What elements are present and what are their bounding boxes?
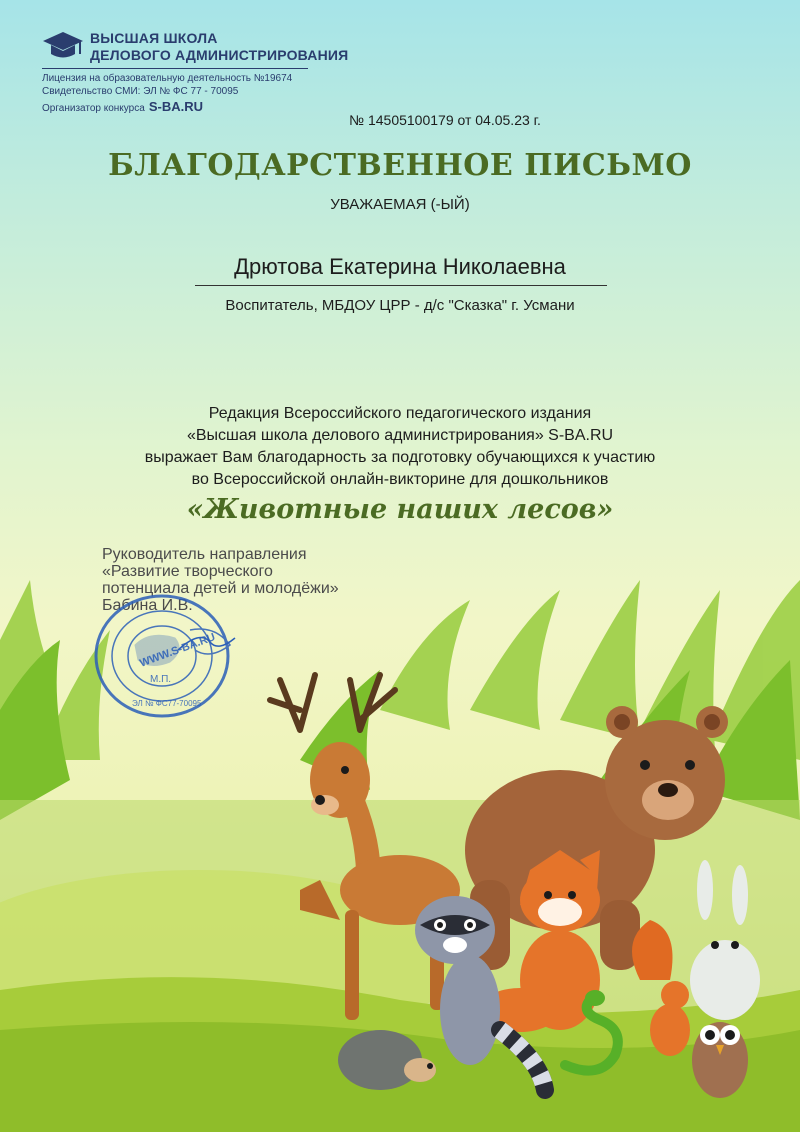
stamp-cert: ЭЛ № ФС77-70095 xyxy=(132,699,202,708)
quiz-name: «Животные наших лесов» xyxy=(186,494,614,525)
body-line: во Всероссийской онлайн-викторине для дошкольников xyxy=(191,471,609,488)
body-line: «Высшая школа делового администрирования» S-BA.RU xyxy=(186,427,614,444)
license-text: Лицензия на образовательную деятельность №19674 xyxy=(42,73,293,84)
gratitude-text xyxy=(0,403,800,491)
organizer-label: Организатор конкурса xyxy=(42,103,145,114)
graduation-cap-icon xyxy=(42,30,84,62)
body-line: Редакция Всероссийского педагогического издания xyxy=(208,405,592,422)
header-divider xyxy=(42,68,308,69)
org-name-line2: ДЕЛОВОГО АДМИНИСТРИРОВАНИЯ xyxy=(90,47,349,63)
page-title: БЛАГОДАРСТВЕННОЕ ПИСЬМО xyxy=(108,148,692,183)
signature-line: Руководитель направления xyxy=(102,546,307,563)
body-line: выражает Вам благодарность за подготовку обучающихся к участию xyxy=(144,449,656,466)
org-name-line1: ВЫСШАЯ ШКОЛА xyxy=(90,30,218,46)
recipient-name: Дрютова Екатерина Николаевна xyxy=(234,254,566,279)
organizer-site: S-BA.RU xyxy=(148,99,203,114)
signatory-name: Бабина И.В. xyxy=(102,597,193,614)
signature-line: потенциала детей и молодёжи» xyxy=(102,580,339,597)
document-number: № 14505100179 от 04.05.23 г. xyxy=(349,112,541,128)
recipient-underline xyxy=(195,285,607,286)
media-certificate-text: Свидетельство СМИ: ЭЛ № ФС 77 - 70095 xyxy=(42,86,239,97)
signature-line: «Развитие творческого xyxy=(102,563,273,580)
stamp-mark: М.П. xyxy=(150,674,172,685)
salutation: УВАЖАЕМАЯ (-ЫЙ) xyxy=(330,196,470,213)
official-stamp xyxy=(90,590,240,720)
stamp-site: WWW.S-BA.RU xyxy=(138,631,217,670)
recipient-position: Воспитатель, МБДОУ ЦРР - д/с "Сказка" г. Усмани xyxy=(225,297,575,314)
